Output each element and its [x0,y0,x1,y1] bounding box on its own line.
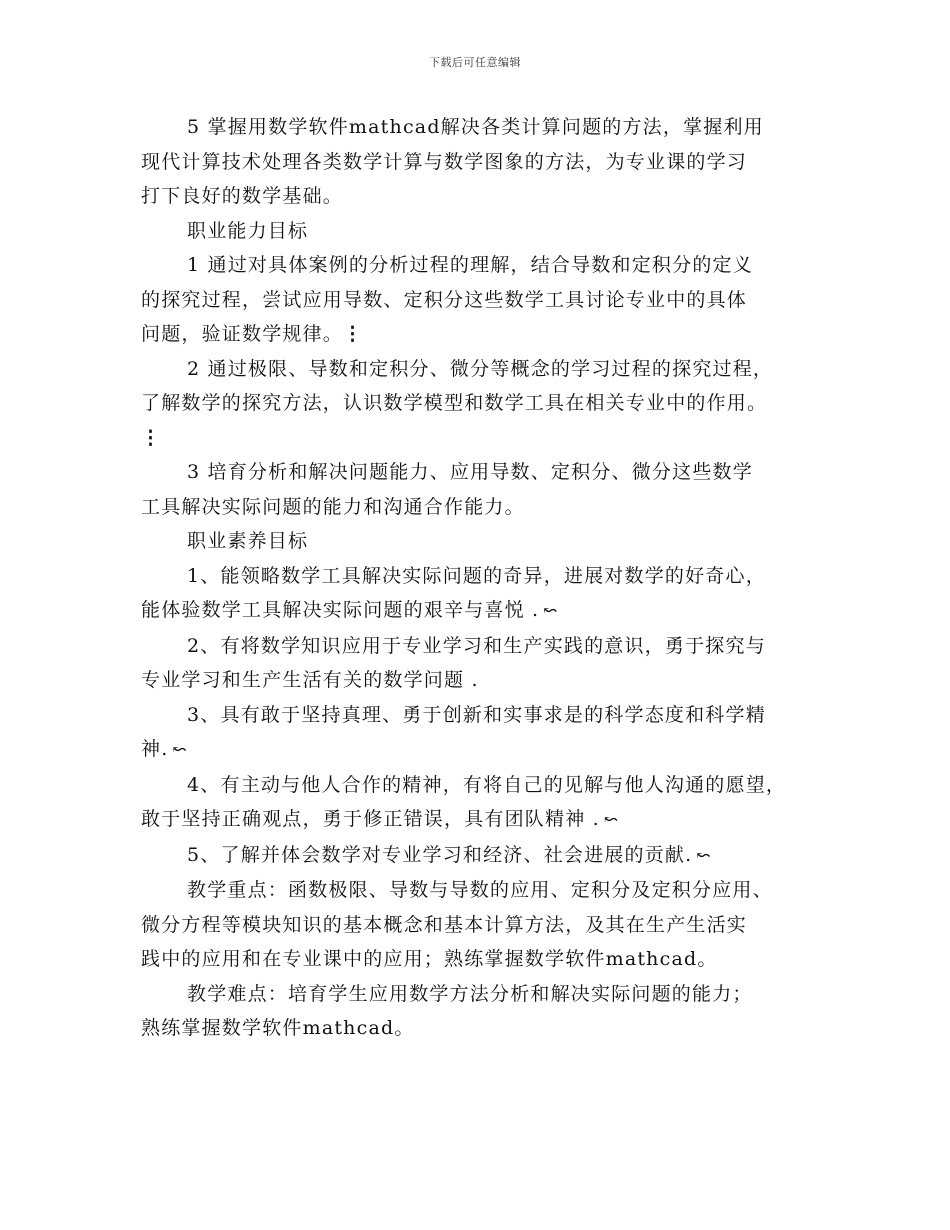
scroll-mark-icon: ↜ [172,740,187,760]
section-heading: 职业素养目标 [187,530,309,552]
paragraph-line: 4、有主动与他人合作的精神，有将自己的见解与他人沟通的愿望， [187,773,787,796]
paragraph-line: 了解数学的探究方法，认识数学模型和数学工具在相关专业中的作用。 [141,392,768,414]
paragraph-line: 教学难点：培育学生应用数学方法分析和解决实际问题的能力； [187,982,753,1005]
paragraph-line: 的探究过程，尝试应用导数、定积分这些数学工具讨论专业中的具体 [141,288,748,311]
paragraph-line: 3、具有敢于坚持真理、勇于创新和实事求是的科学态度和科学精 [187,703,766,726]
paragraph-line: 5 掌握用数学软件mathcad解决各类计算问题的方法，掌握利用 [187,116,764,138]
paragraph-line: 专业学习和生产生活有关的数学问题 . [141,669,479,691]
line-text: 能体验数学工具解决实际问题的艰辛与喜悦 . [141,599,540,621]
paragraph-line [141,593,821,629]
vertical-ellipsis-icon: ⋮ [141,426,160,449]
paragraph-line: 3 培育分析和解决问题能力、应用导数、定积分、微分这些数学 [187,461,753,483]
paragraph-line [141,317,821,352]
paragraph-line [141,421,821,456]
scroll-mark-icon: ↜ [696,845,711,866]
scroll-mark-icon: ↜ [543,601,558,621]
page-header: 下载后可任意编辑 [429,56,521,69]
section-heading: 职业能力目标 [187,219,309,242]
paragraph-line: 现代计算技术处理各类数学计算与数学图象的方法，为专业课的学习 [141,150,748,173]
line-text: 神. [141,738,169,760]
paragraph-line: 1 通过对具体案例的分析过程的理解，结合导数和定积分的定义 [187,254,753,276]
paragraph-line: 2 通过极限、导数和定积分、微分等概念的学习过程的探究过程， [187,357,774,380]
line-text: 问题，验证数学规律。 [141,323,344,345]
document-body [141,110,821,1046]
paragraph-line [141,802,821,838]
paragraph-line: 践中的应用和在专业课中的应用；熟练掌握数学软件mathcad。 [141,948,718,970]
vertical-ellipsis-icon: ⋮ [343,323,363,345]
paragraph-line: 工具解决实际问题的能力和沟通合作能力。 [141,495,525,518]
line-text: 5、了解并体会数学对专业学习和经济、社会进展的贡献. [187,843,693,866]
paragraph-line: 2、有将数学知识应用于专业学习和生产实践的意识，勇于探究与 [187,634,766,657]
paragraph-line [141,838,821,874]
paragraph-line: 微分方程等模块知识的基本概念和基本计算方法，及其在生产生活实 [141,913,748,936]
paragraph-line: 打下良好的数学基础。 [141,185,344,207]
paragraph-line: 1、能领略数学工具解决实际问题的奇异，进展对数学的好奇心， [187,564,766,587]
paragraph-line: 熟练掌握数学软件mathcad。 [141,1017,415,1039]
line-text: 敢于坚持正确观点，勇于修正错误，具有团队精神 . [141,808,600,830]
paragraph-line: 教学重点：函数极限、导数与导数的应用、定积分及定积分应用、 [187,879,773,901]
scroll-mark-icon: ↜ [603,810,619,830]
paragraph-line [141,732,821,768]
